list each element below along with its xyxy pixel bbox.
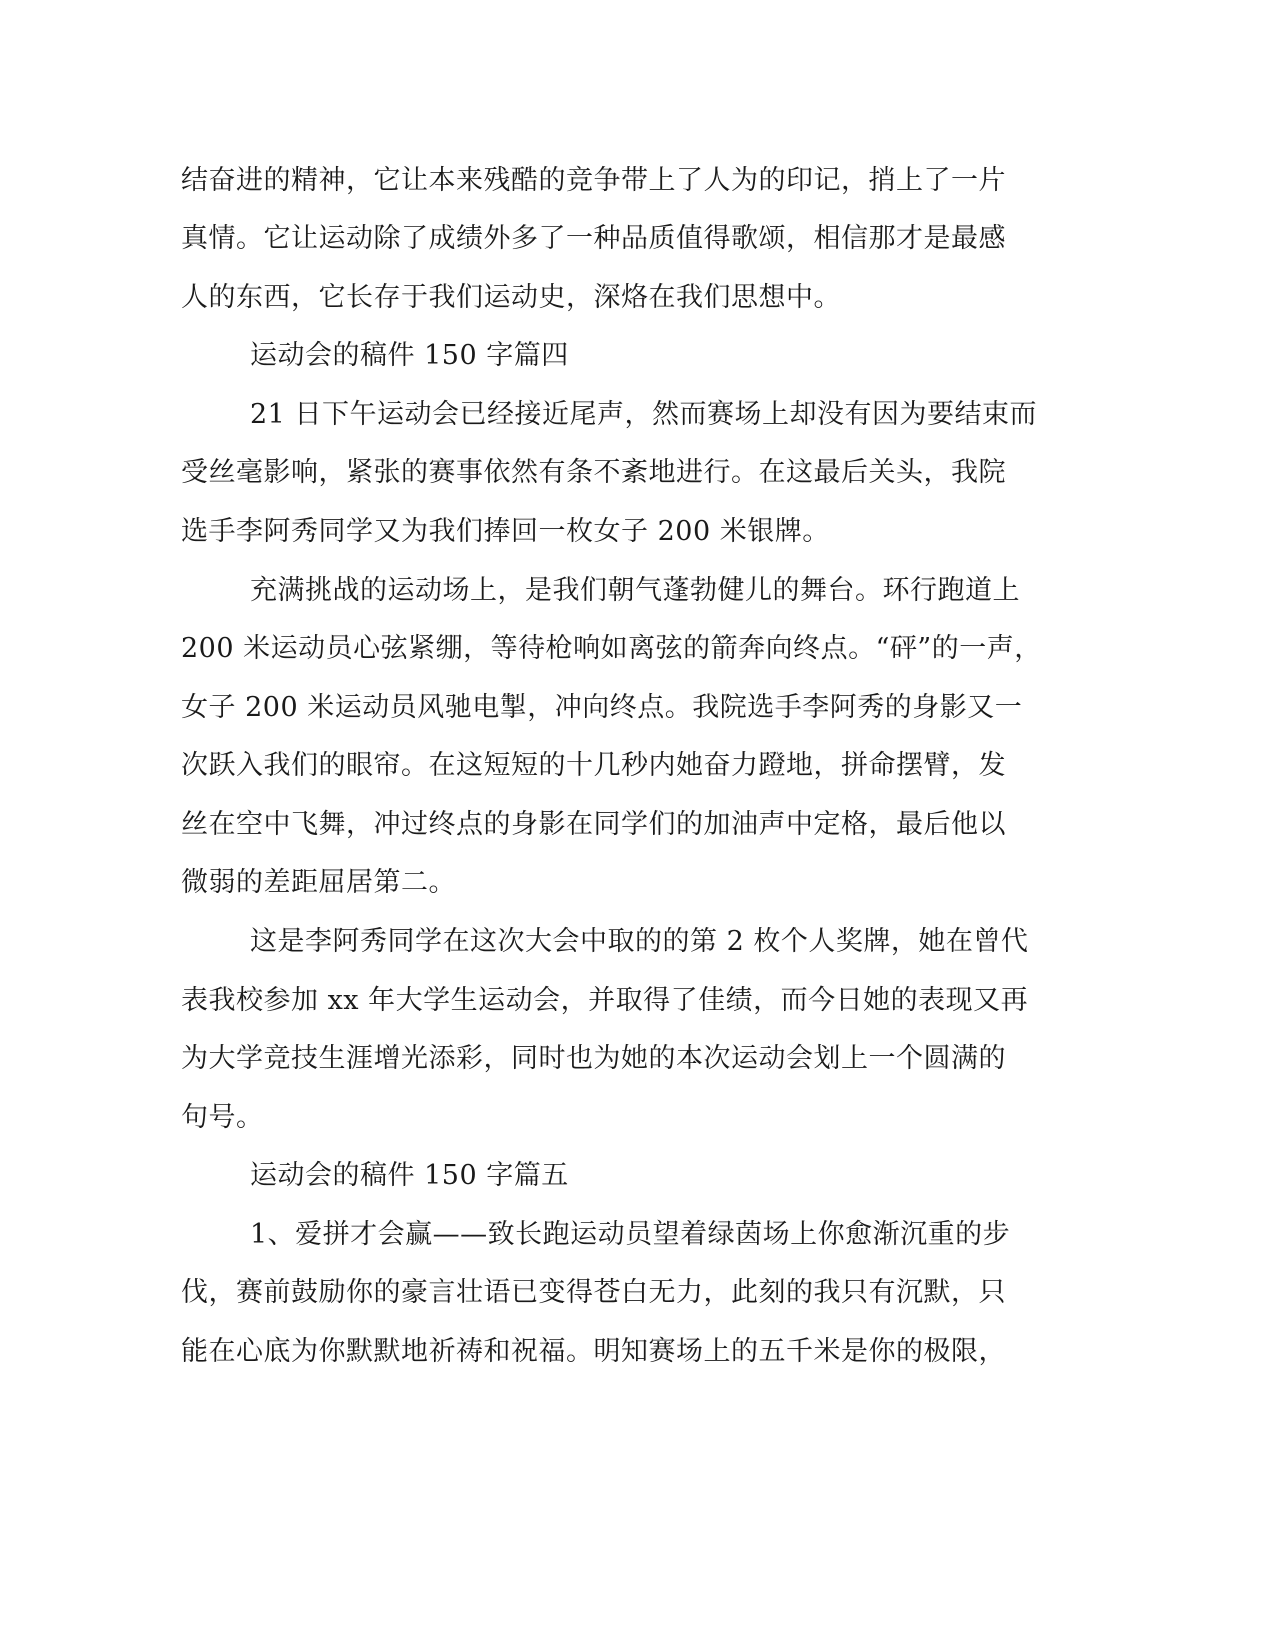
text-line: 充满挑战的运动场上，是我们朝气蓬勃健儿的舞台。环行跑道上: [250, 575, 1020, 606]
text-line: 1、爱拼才会赢——致长跑运动员望着绿茵场上你愈渐沉重的步: [250, 1219, 1011, 1250]
text-line: 丝在空中飞舞，冲过终点的身影在同学们的加油声中定格，最后他以: [181, 809, 1006, 840]
text-line: 女子 200 米运动员风驰电掣，冲向终点。我院选手李阿秀的身影又一: [181, 692, 1023, 723]
text-line: 为大学竞技生涯增光添彩，同时也为她的本次运动会划上一个圆满的: [181, 1043, 1006, 1074]
text-line: 人的东西，它长存于我们运动史，深烙在我们思想中。: [181, 282, 841, 313]
text-line: 伐，赛前鼓励你的豪言壮语已变得苍白无力，此刻的我只有沉默，只: [181, 1277, 1006, 1308]
text-line: 21 日下午运动会已经接近尾声，然而赛场上却没有因为要结束而: [250, 399, 1037, 430]
text-line: 句号。: [181, 1102, 264, 1133]
text-line: 选手李阿秀同学又为我们捧回一枚女子 200 米银牌。: [181, 516, 830, 547]
text-line: 受丝毫影响，紧张的赛事依然有条不紊地进行。在这最后关头，我院: [181, 457, 1006, 488]
text-line: 次跃入我们的眼帘。在这短短的十几秒内她奋力蹬地，拼命摆臂，发: [181, 750, 1006, 781]
text-line: 表我校参加 xx 年大学生运动会，并取得了佳绩，而今日她的表现又再: [181, 985, 1029, 1016]
section-heading: 运动会的稿件 150 字篇五: [250, 1160, 569, 1191]
text-line: 结奋进的精神，它让本来残酷的竞争带上了人为的印记，捎上了一片: [181, 165, 1006, 196]
text-line: 200 米运动员心弦紧绷，等待枪响如离弦的箭奔向终点。“砰”的一声，: [181, 633, 1042, 664]
text-line: 微弱的差距屈居第二。: [181, 867, 456, 898]
text-line: 能在心底为你默默地祈祷和祝福。明知赛场上的五千米是你的极限，: [181, 1336, 1006, 1367]
section-heading: 运动会的稿件 150 字篇四: [250, 340, 569, 371]
text-line: 这是李阿秀同学在这次大会中取的的第 2 枚个人奖牌，她在曾代: [250, 926, 1029, 957]
text-line: 真情。它让运动除了成绩外多了一种品质值得歌颂，相信那才是最感: [181, 223, 1006, 254]
